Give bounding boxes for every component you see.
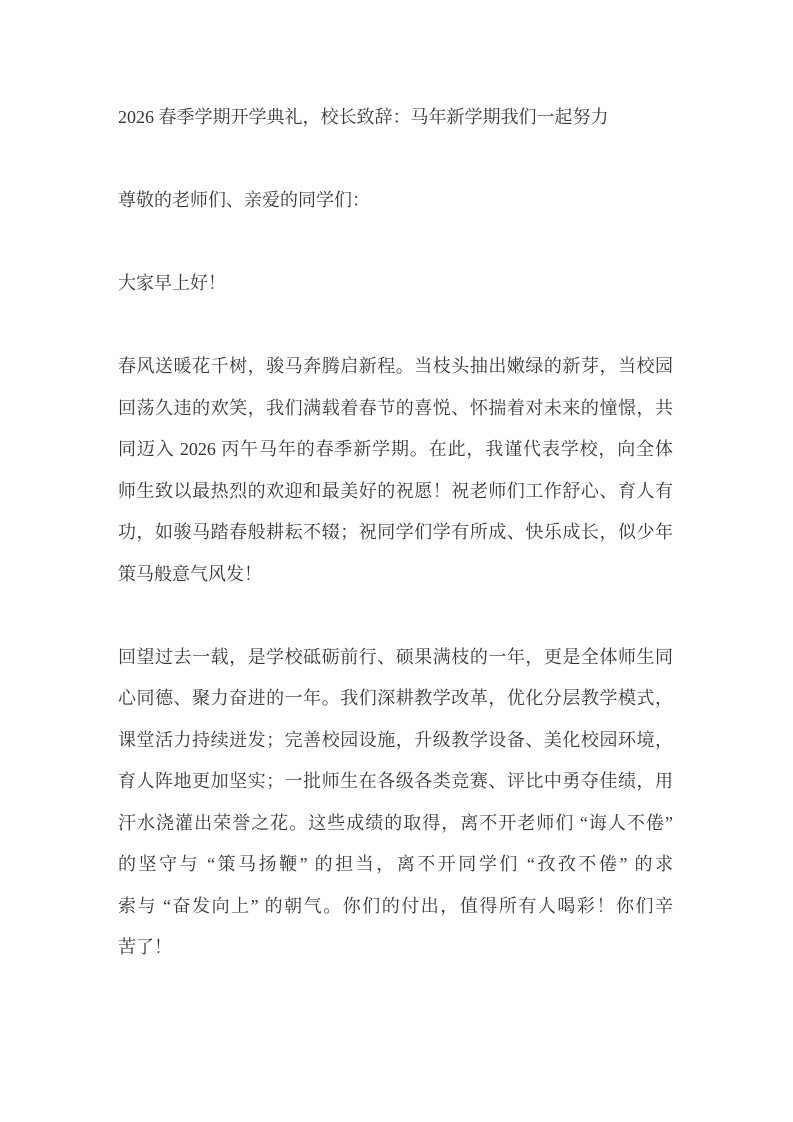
text-line: 策马般意气风发！ [118,563,262,584]
text-line: 汗水浇灌出荣誉之花。这些成绩的取得，离不开老师们 “诲人不倦” [118,812,673,833]
text-line: 的坚守与 “策马扬鞭” 的担当，离不开同学们 “孜孜不倦” 的求 [118,854,673,874]
text-line: 苦了！ [118,937,172,957]
document-title: 2026 春季学期开学典礼，校长致辞：马年新学期我们一起努力 [118,107,609,127]
text-line: 回荡久违的欢笑，我们满载着春节的喜悦、怀揣着对未来的憧憬，共 [118,397,673,418]
text-line: 春风送暖花千树，骏马奔腾启新程。当枝头抽出嫩绿的新芽，当校园 [118,356,673,376]
text-line: 育人阵地更加坚实；一批师生在各级各类竞赛、评比中勇夺佳绩，用 [118,771,673,791]
paragraph [118,346,673,595]
text-line: 心同德、聚力奋进的一年。我们深耕教学改革，优化分层教学模式， [118,688,673,708]
text-line: 功，如骏马踏春般耕耘不辍；祝同学们学有所成、快乐成长，似少年 [118,522,673,542]
paragraph [118,637,673,969]
text-line: 索与 “奋发向上” 的朝气。你们的付出，值得所有人喝彩！你们辛 [118,895,673,916]
text-line: 同迈入 2026 丙午马年的春季新学期。在此，我谨代表学校，向全体 [118,439,673,459]
text-line: 师生致以最热烈的欢迎和最美好的祝愿！祝老师们工作舒心、育人有 [118,480,673,501]
salutation-line: 尊敬的老师们、亲爱的同学们： [118,190,370,210]
greeting-line: 大家早上好！ [118,273,226,293]
text-line: 回望过去一载，是学校砥砺前行、硕果满枝的一年，更是全体师生同 [118,646,673,667]
document-body [118,346,673,969]
text-line: 课堂活力持续迸发；完善校园设施，升级教学设备、美化校园环境， [118,729,673,750]
